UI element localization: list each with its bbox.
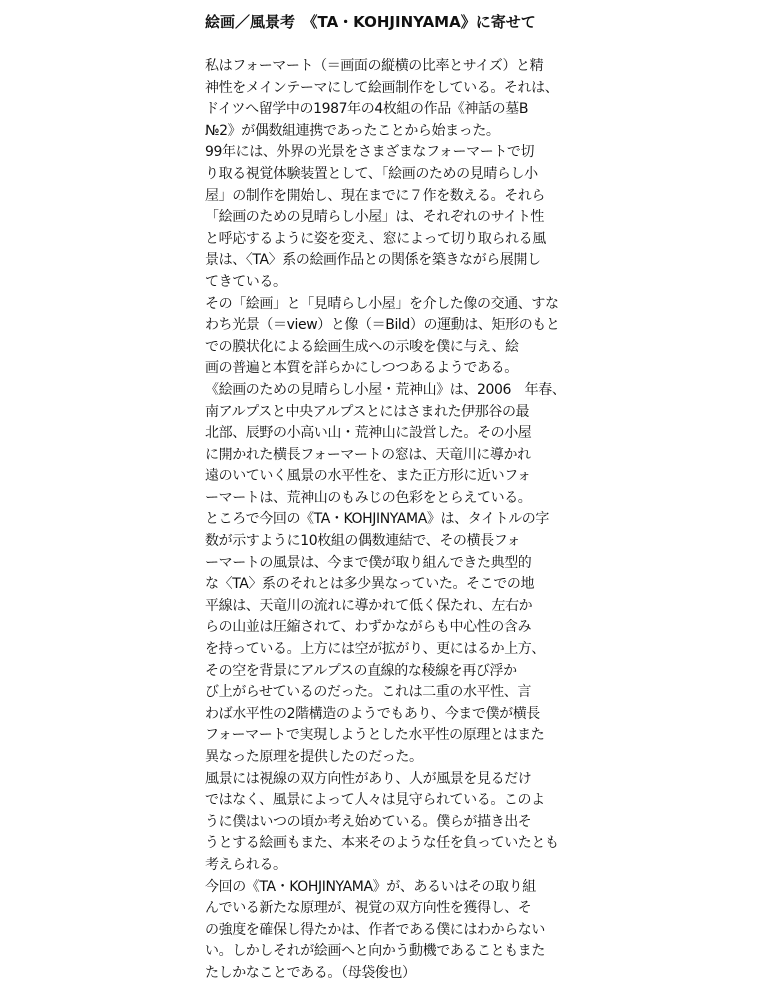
article bbox=[205, 12, 566, 985]
text-line: ではなく、風景によって人々は見守られている。このよ bbox=[205, 792, 545, 809]
text-line: わち光景（＝view）と像（＝Bild）の運動は、矩形のもと bbox=[205, 317, 560, 334]
text-line: うとする絵画もまた、本来そのような任を負っていたとも bbox=[205, 835, 559, 852]
paragraph bbox=[205, 877, 545, 985]
text-line: 神性をメインテーマにして絵画制作をしている。それは、 bbox=[205, 79, 559, 96]
text-line: ーマートの風景は、今まで僕が取り組んできた典型的 bbox=[205, 554, 532, 571]
text-line: 数が示すように10枚組の偶数連結で、その横長フォ bbox=[205, 533, 521, 550]
text-line: ーマートは、荒神山のもみじの色彩をとらえている。 bbox=[205, 489, 532, 506]
text-line: 《絵画のための見晴らし小屋・荒神山》は、2006 年春、 bbox=[205, 381, 566, 398]
text-line: №2》が偶数組連携であったことから始まった。 bbox=[205, 122, 500, 139]
text-line: と呼応するように姿を変え、窓によって切り取られる風 bbox=[205, 230, 546, 247]
paragraph bbox=[205, 769, 559, 877]
paragraph bbox=[205, 380, 566, 510]
text-line: てきている。 bbox=[205, 273, 287, 290]
text-line: 風景には視線の双方向性があり、人が風景を見るだけ bbox=[205, 770, 532, 787]
text-line: 遠のいていく風景の水平性を、また正方形に近いフォ bbox=[205, 468, 531, 485]
text-line: り取る視覚体験装置として、「絵画のための見晴らし小 bbox=[205, 165, 538, 182]
text-line: 画の普遍と本質を詳らかにしつつあるようである。 bbox=[205, 360, 518, 377]
text-line: ドイツへ留学中の1987年の4枚組の作品《神話の墓B bbox=[205, 101, 529, 118]
text-line: 異なった原理を提供したのだった。 bbox=[205, 749, 423, 765]
text-line: に開かれた横長フォーマートの窓は、天竜川に導かれ bbox=[205, 446, 531, 463]
article-body bbox=[205, 56, 566, 985]
text-line: ところで今回の《TA・KOHJINYAMA》は、タイトルの字 bbox=[205, 511, 550, 528]
paragraph bbox=[205, 142, 546, 293]
article-title: 絵画／風景考 《TA・KOHJINYAMA》に寄せて bbox=[205, 13, 536, 31]
text-line: な〈TA〉系のそれとは多少異なっていた。そこでの地 bbox=[205, 576, 535, 593]
paragraph bbox=[205, 56, 559, 142]
text-line: らの山並は圧縮されて、わずかながらも中心性の含み bbox=[205, 619, 532, 636]
text-line: その「絵画」と「見晴らし小屋」を介した像の交通、すな bbox=[205, 295, 559, 312]
text-line: 99年には、外界の光景をさまざまなフォーマートで切 bbox=[205, 144, 535, 161]
text-line: 屋」の制作を開始し、現在までに７作を数える。それら bbox=[205, 187, 545, 204]
text-line: フォーマートで実現しようとした水平性の原理とはまた bbox=[205, 727, 545, 744]
text-line: の強度を確保し得たかは、作者である僕にはわからない bbox=[205, 921, 545, 938]
text-line: での膜状化による絵画生成への示唆を僕に与え、絵 bbox=[205, 338, 519, 355]
text-line: うに僕はいつの頃か考え始めている。僕らが描き出そ bbox=[205, 813, 532, 830]
text-line: 考えられる。 bbox=[205, 856, 287, 873]
text-line: その空を背景にアルプスの直線的な稜線を再び浮か bbox=[205, 662, 517, 679]
text-line: 今回の《TA・KOHJINYAMA》が、あるいはその取り組 bbox=[205, 878, 536, 895]
text-line: 北部、辰野の小高い山・荒神山に設営した。その小屋 bbox=[205, 425, 532, 442]
text-line: 景は、〈TA〉系の絵画作品との関係を築きながら展開し bbox=[205, 252, 541, 269]
text-line: を持っている。上方には空が拡がり、更にはるか上方、 bbox=[205, 641, 545, 658]
paragraph bbox=[205, 509, 550, 768]
text-line: たしかなことである。（母袋俊也） bbox=[205, 964, 416, 981]
text-line: い。しかしそれが絵画へと向かう動機であることもまた bbox=[205, 943, 545, 960]
text-line: んでいる新たな原理が、視覚の双方向性を獲得し、そ bbox=[205, 900, 532, 917]
text-line: び上がらせているのだった。これは二重の水平性、言 bbox=[205, 684, 531, 701]
text-line: 南アルプスと中央アルプスとにはさまれた伊那谷の最 bbox=[205, 403, 530, 420]
paragraph bbox=[205, 294, 560, 380]
text-line: わば水平性の2階構造のようでもあり、今まで僕が横長 bbox=[205, 705, 540, 722]
text-line: 私はフォーマート（＝画面の縦横の比率とサイズ）と精 bbox=[205, 58, 544, 74]
text-line: 平線は、天竜川の流れに導かれて低く保たれ、左右か bbox=[205, 597, 533, 614]
text-line: 「絵画のための見晴らし小屋」は、それぞれのサイト性 bbox=[205, 209, 545, 226]
